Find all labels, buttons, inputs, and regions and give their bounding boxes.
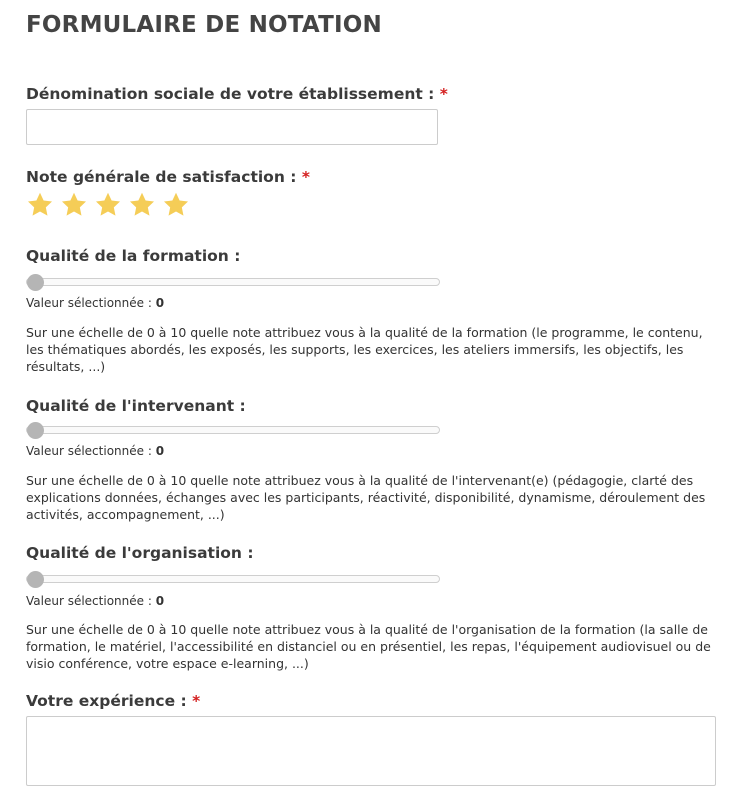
selected-value: 0 bbox=[155, 594, 165, 608]
star-rating bbox=[26, 191, 190, 219]
slider-thumb[interactable] bbox=[27, 571, 44, 588]
formation-selected-value bbox=[26, 296, 164, 310]
trainer-selected-value bbox=[26, 444, 164, 458]
star-4-icon[interactable] bbox=[128, 191, 156, 219]
organisation-description: Sur une échelle de 0 à 10 quelle note attribuez vous à la qualité de l'organisation de la formation (la salle de formation, le matériel, l'accessibilité en distanciel ou en présentiel, les repas, l'équipement audiovisuel ou de visio conférence, votre espace e-learning, ...) bbox=[26, 622, 711, 671]
satisfaction-label bbox=[26, 168, 310, 186]
trainer-description: Sur une échelle de 0 à 10 quelle note attribuez vous à la qualité de l'intervenant(e) (pédagogie, clarté des explications données, échanges avec les participants, réactivité, disponibilité, dynamisme, déroulement des activités, accompagnement, ...) bbox=[26, 473, 706, 522]
star-5-icon[interactable] bbox=[162, 191, 190, 219]
experience-label-text: Votre expérience : bbox=[26, 692, 187, 710]
slider-track[interactable] bbox=[26, 278, 440, 286]
star-3-icon[interactable] bbox=[94, 191, 122, 219]
formation-description: Sur une échelle de 0 à 10 quelle note attribuez vous à la qualité de la formation (le programme, le contenu, les thématiques abordés, les exposés, les supports, les exercices, les ateliers immersifs, les objectifs, les résultats, ...) bbox=[26, 325, 703, 374]
trainer-quality-slider[interactable] bbox=[26, 423, 440, 437]
organisation-quality-slider[interactable] bbox=[26, 572, 440, 586]
selected-value: 0 bbox=[155, 296, 165, 310]
company-name-label-text: Dénomination sociale de votre établissement : bbox=[26, 85, 435, 103]
slider-thumb[interactable] bbox=[27, 422, 44, 439]
form-title: FORMULAIRE DE NOTATION bbox=[26, 12, 382, 38]
required-marker: * bbox=[192, 692, 201, 710]
selected-value-label: Valeur sélectionnée : bbox=[26, 296, 152, 310]
slider-track[interactable] bbox=[26, 426, 440, 434]
organisation-quality-label: Qualité de l'organisation : bbox=[26, 544, 254, 562]
experience-label bbox=[26, 692, 200, 710]
organisation-selected-value bbox=[26, 594, 164, 608]
company-name-input[interactable] bbox=[26, 109, 438, 145]
required-marker: * bbox=[301, 168, 310, 186]
selected-value-label: Valeur sélectionnée : bbox=[26, 444, 152, 458]
company-name-label bbox=[26, 85, 448, 103]
formation-quality-slider[interactable] bbox=[26, 275, 440, 289]
star-1-icon[interactable] bbox=[26, 191, 54, 219]
selected-value: 0 bbox=[155, 444, 165, 458]
selected-value-label: Valeur sélectionnée : bbox=[26, 594, 152, 608]
trainer-quality-label: Qualité de l'intervenant : bbox=[26, 397, 246, 415]
slider-track[interactable] bbox=[26, 575, 440, 583]
required-marker: * bbox=[439, 85, 448, 103]
star-2-icon[interactable] bbox=[60, 191, 88, 219]
experience-textarea[interactable] bbox=[26, 716, 716, 786]
satisfaction-label-text: Note générale de satisfaction : bbox=[26, 168, 297, 186]
formation-quality-label: Qualité de la formation : bbox=[26, 247, 241, 265]
slider-thumb[interactable] bbox=[27, 274, 44, 291]
